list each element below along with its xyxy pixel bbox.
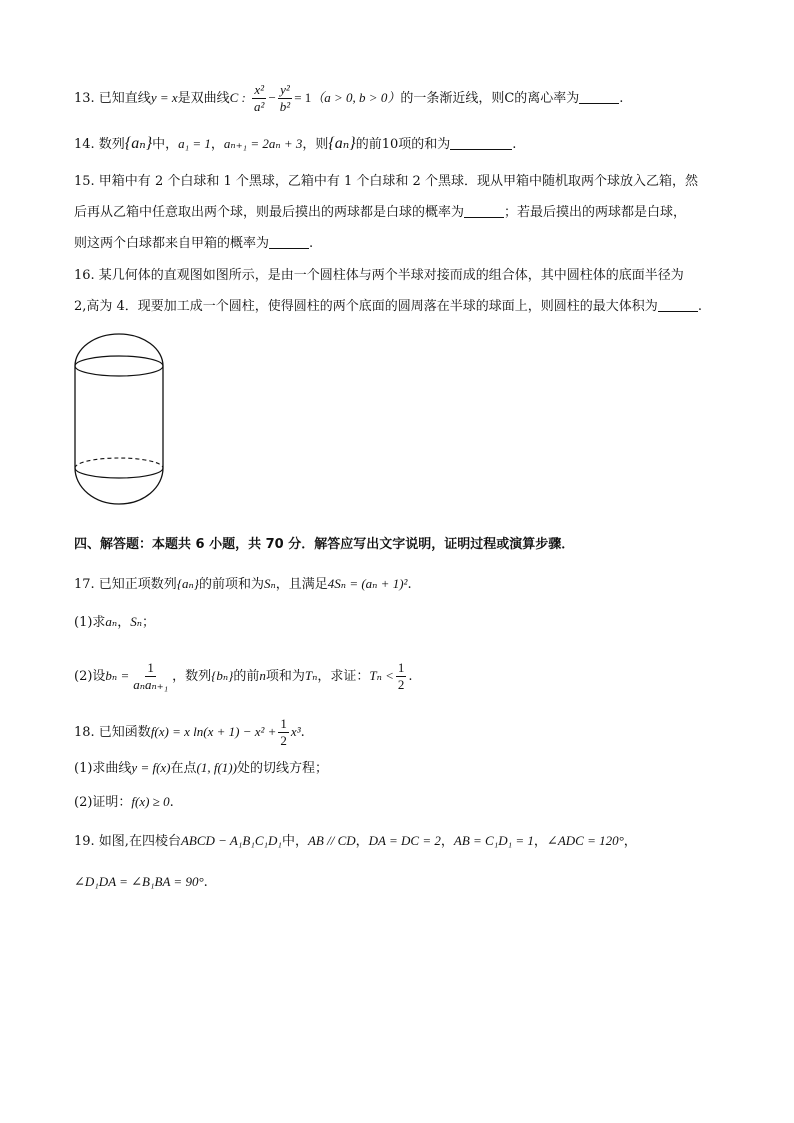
q19-sep4: ， [623, 834, 637, 849]
q17-p2-ineq: Tₙ < [369, 668, 394, 683]
question-16-line-1 [74, 266, 734, 286]
q17-p2-label: (2)设 [74, 669, 106, 684]
q18-p1-label: (1)求曲线 [74, 761, 132, 776]
question-16-line-2 [74, 297, 734, 317]
question-18 [74, 716, 734, 749]
q18-p1-mid: 在点 [170, 761, 197, 776]
bottom-base-hidden [75, 458, 163, 468]
q13-minus: − [268, 90, 276, 105]
q17-p2-end: . [408, 669, 413, 684]
question-19 [74, 831, 734, 852]
answer-blank [658, 297, 698, 312]
q17-p2-mid: ，数列 [172, 669, 212, 684]
q18-p2-end: . [169, 795, 174, 810]
q17-p2-mid3: 项和为 [265, 669, 305, 684]
q17-p1-end: ； [142, 615, 156, 630]
q18-end: . [300, 725, 305, 740]
q18-p2-label: (2)证明： [74, 795, 132, 810]
q14-mid2: ，则 [302, 137, 329, 152]
q14-seq: {aₙ} [124, 135, 153, 152]
q19-prefix: 19. 如图,在四棱台 [74, 834, 181, 849]
q14-sep: ， [210, 137, 224, 152]
q17-p1-a: aₙ [105, 614, 118, 629]
q18-p1-curve: y = f(x) [131, 760, 171, 775]
q17-p1-sep: ， [117, 615, 131, 630]
q19-solid: ABCD − A₁B₁C₁D₁ [180, 833, 282, 848]
question-17 [74, 574, 734, 595]
question-17-part-1 [74, 612, 734, 633]
q17-sn: Sₙ [264, 576, 276, 591]
q14-recurrence: aₙ₊₁ = 2aₙ + 3 [223, 136, 303, 151]
q13-end: . [619, 91, 624, 106]
q19-sep1: ， [355, 834, 369, 849]
question-18-part-1 [74, 758, 734, 779]
q18-prefix: 18. 已知函数 [74, 725, 151, 740]
bottom-base-front [75, 468, 163, 478]
q14-tail: 的前10项的和为 [355, 137, 451, 152]
top-hemisphere [75, 334, 163, 366]
question-17-part-2 [74, 660, 734, 693]
q13-condition: （a > 0, b > 0） [311, 90, 401, 105]
q17-p2-mid4: ，求证： [317, 669, 370, 684]
question-15-line-3 [74, 234, 734, 254]
q19-eq1: DA = DC = 2 [368, 833, 441, 848]
q14-init: a₁ = 1 [178, 136, 211, 151]
question-14 [74, 134, 734, 155]
q16-text-2b: . [697, 299, 702, 314]
q17-p2-frac: $\frac{1}{\text{aₙaₙ₊₁}}$ [133, 660, 169, 692]
q19-end: . [203, 875, 208, 890]
q15-text-3b: . [309, 236, 314, 251]
q14-mid1: 中， [152, 137, 179, 152]
answer-blank [464, 203, 504, 218]
q13-frac1: $\frac{\text{x²}}{\text{a²}}$ [254, 82, 265, 114]
q15-text-3a: 则这两个白球都来自甲箱的概率为 [74, 236, 270, 251]
q16-text-1: 16. 某几何体的直观图如图所示，是由一个圆柱体与两个半球对接而成的组合体，其中圆柱体的底面半径为 [74, 268, 684, 283]
q13-tail: 的一条渐近线，则C的离心率为 [400, 91, 580, 106]
q14-end: . [512, 137, 517, 152]
question-15-line-2 [74, 203, 734, 223]
q17-p2-mid2: 的前 [233, 669, 260, 684]
q13-mid: 是双曲线 [177, 91, 230, 106]
q17-p1-s: Sₙ [130, 614, 142, 629]
q15-text-2b: ；若最后摸出的两球都是白球， [504, 205, 687, 220]
q13-rhs: = 1 [294, 90, 312, 105]
answer-blank [269, 234, 309, 249]
q17-p2-t: Tₙ [304, 668, 318, 683]
q17-prefix: 17. 已知正项数列 [74, 577, 177, 592]
q15-text-1: 15. 甲箱中有 2 个白球和 1 个黑球，乙箱中有 1 个白球和 2 个黑球．现从甲箱中随机取两个球放入乙箱，然 [74, 174, 698, 189]
top-base-front [75, 366, 163, 376]
q19-angle: ∠ADC = 120° [546, 833, 624, 848]
q17-end: . [407, 577, 412, 592]
q19-angles: ∠D₁DA = ∠B₁BA = 90° [74, 874, 204, 889]
question-18-part-2 [74, 792, 734, 813]
q13-frac2: $\frac{\text{y²}}{\text{b²}}$ [279, 82, 291, 114]
question-15-line-1 [74, 172, 734, 192]
answer-blank [579, 89, 619, 104]
q17-p2-n: n [259, 668, 266, 683]
q17-p2-b: bₙ = [105, 668, 130, 683]
answer-blank [450, 135, 512, 150]
section-heading [74, 535, 734, 555]
q16-text-2a: 2,高为 4．现要加工成一个圆柱，使得圆柱的两个底面的圆周落在半球的球面上，则圆柱的最大体积为 [74, 299, 658, 314]
q18-p2-ineq: f(x) ≥ 0 [131, 794, 170, 809]
q17-p1-label: (1)求 [74, 615, 106, 630]
q15-text-2a: 后再从乙箱中任意取出两个球，则最后摸出的两球都是白球的概率为 [74, 205, 465, 220]
q17-condition: 4Sₙ = (aₙ + 1)² [327, 576, 408, 591]
q19-sep2: ， [440, 834, 454, 849]
q19-sep3: ， [533, 834, 547, 849]
q18-frac: $\frac{1}{2}$ [280, 716, 287, 748]
q18-func: f(x) = x ln(x + 1) − x² + [150, 724, 277, 739]
q17-mid2: ，且满足 [275, 577, 328, 592]
top-base-back [75, 356, 163, 366]
bottom-hemisphere [75, 468, 163, 504]
q18-ftail: x³ [290, 724, 301, 739]
q17-p2-seq: {bₙ} [211, 668, 234, 683]
q13-line-eq: y = x [150, 90, 178, 105]
question-19-line-2 [74, 872, 734, 893]
q19-eq2: AB = C₁D₁ = 1 [453, 833, 534, 848]
q14-prefix: 14. 数列 [74, 137, 125, 152]
q17-seq: {aₙ} [176, 576, 199, 591]
q17-p2-half: $\frac{1}{2}$ [397, 660, 405, 692]
q19-parallel: AB // CD [307, 833, 356, 848]
q17-mid: 的前项和为 [198, 577, 264, 592]
q14-seq2: {aₙ} [328, 135, 356, 152]
q13-prefix: 13. 已知直线 [74, 91, 151, 106]
q13-curve: C : [229, 90, 246, 105]
section-4-title: 四、解答题：本题共 6 小题，共 70 分．解答应写出文字说明，证明过程或演算步骤． [74, 537, 575, 552]
q19-mid: 中， [281, 834, 308, 849]
question-13 [74, 82, 734, 115]
capsule-figure [66, 328, 172, 518]
q18-p1-tail: 处的切线方程； [236, 761, 328, 776]
q18-p1-point: (1, f(1)) [196, 760, 237, 775]
